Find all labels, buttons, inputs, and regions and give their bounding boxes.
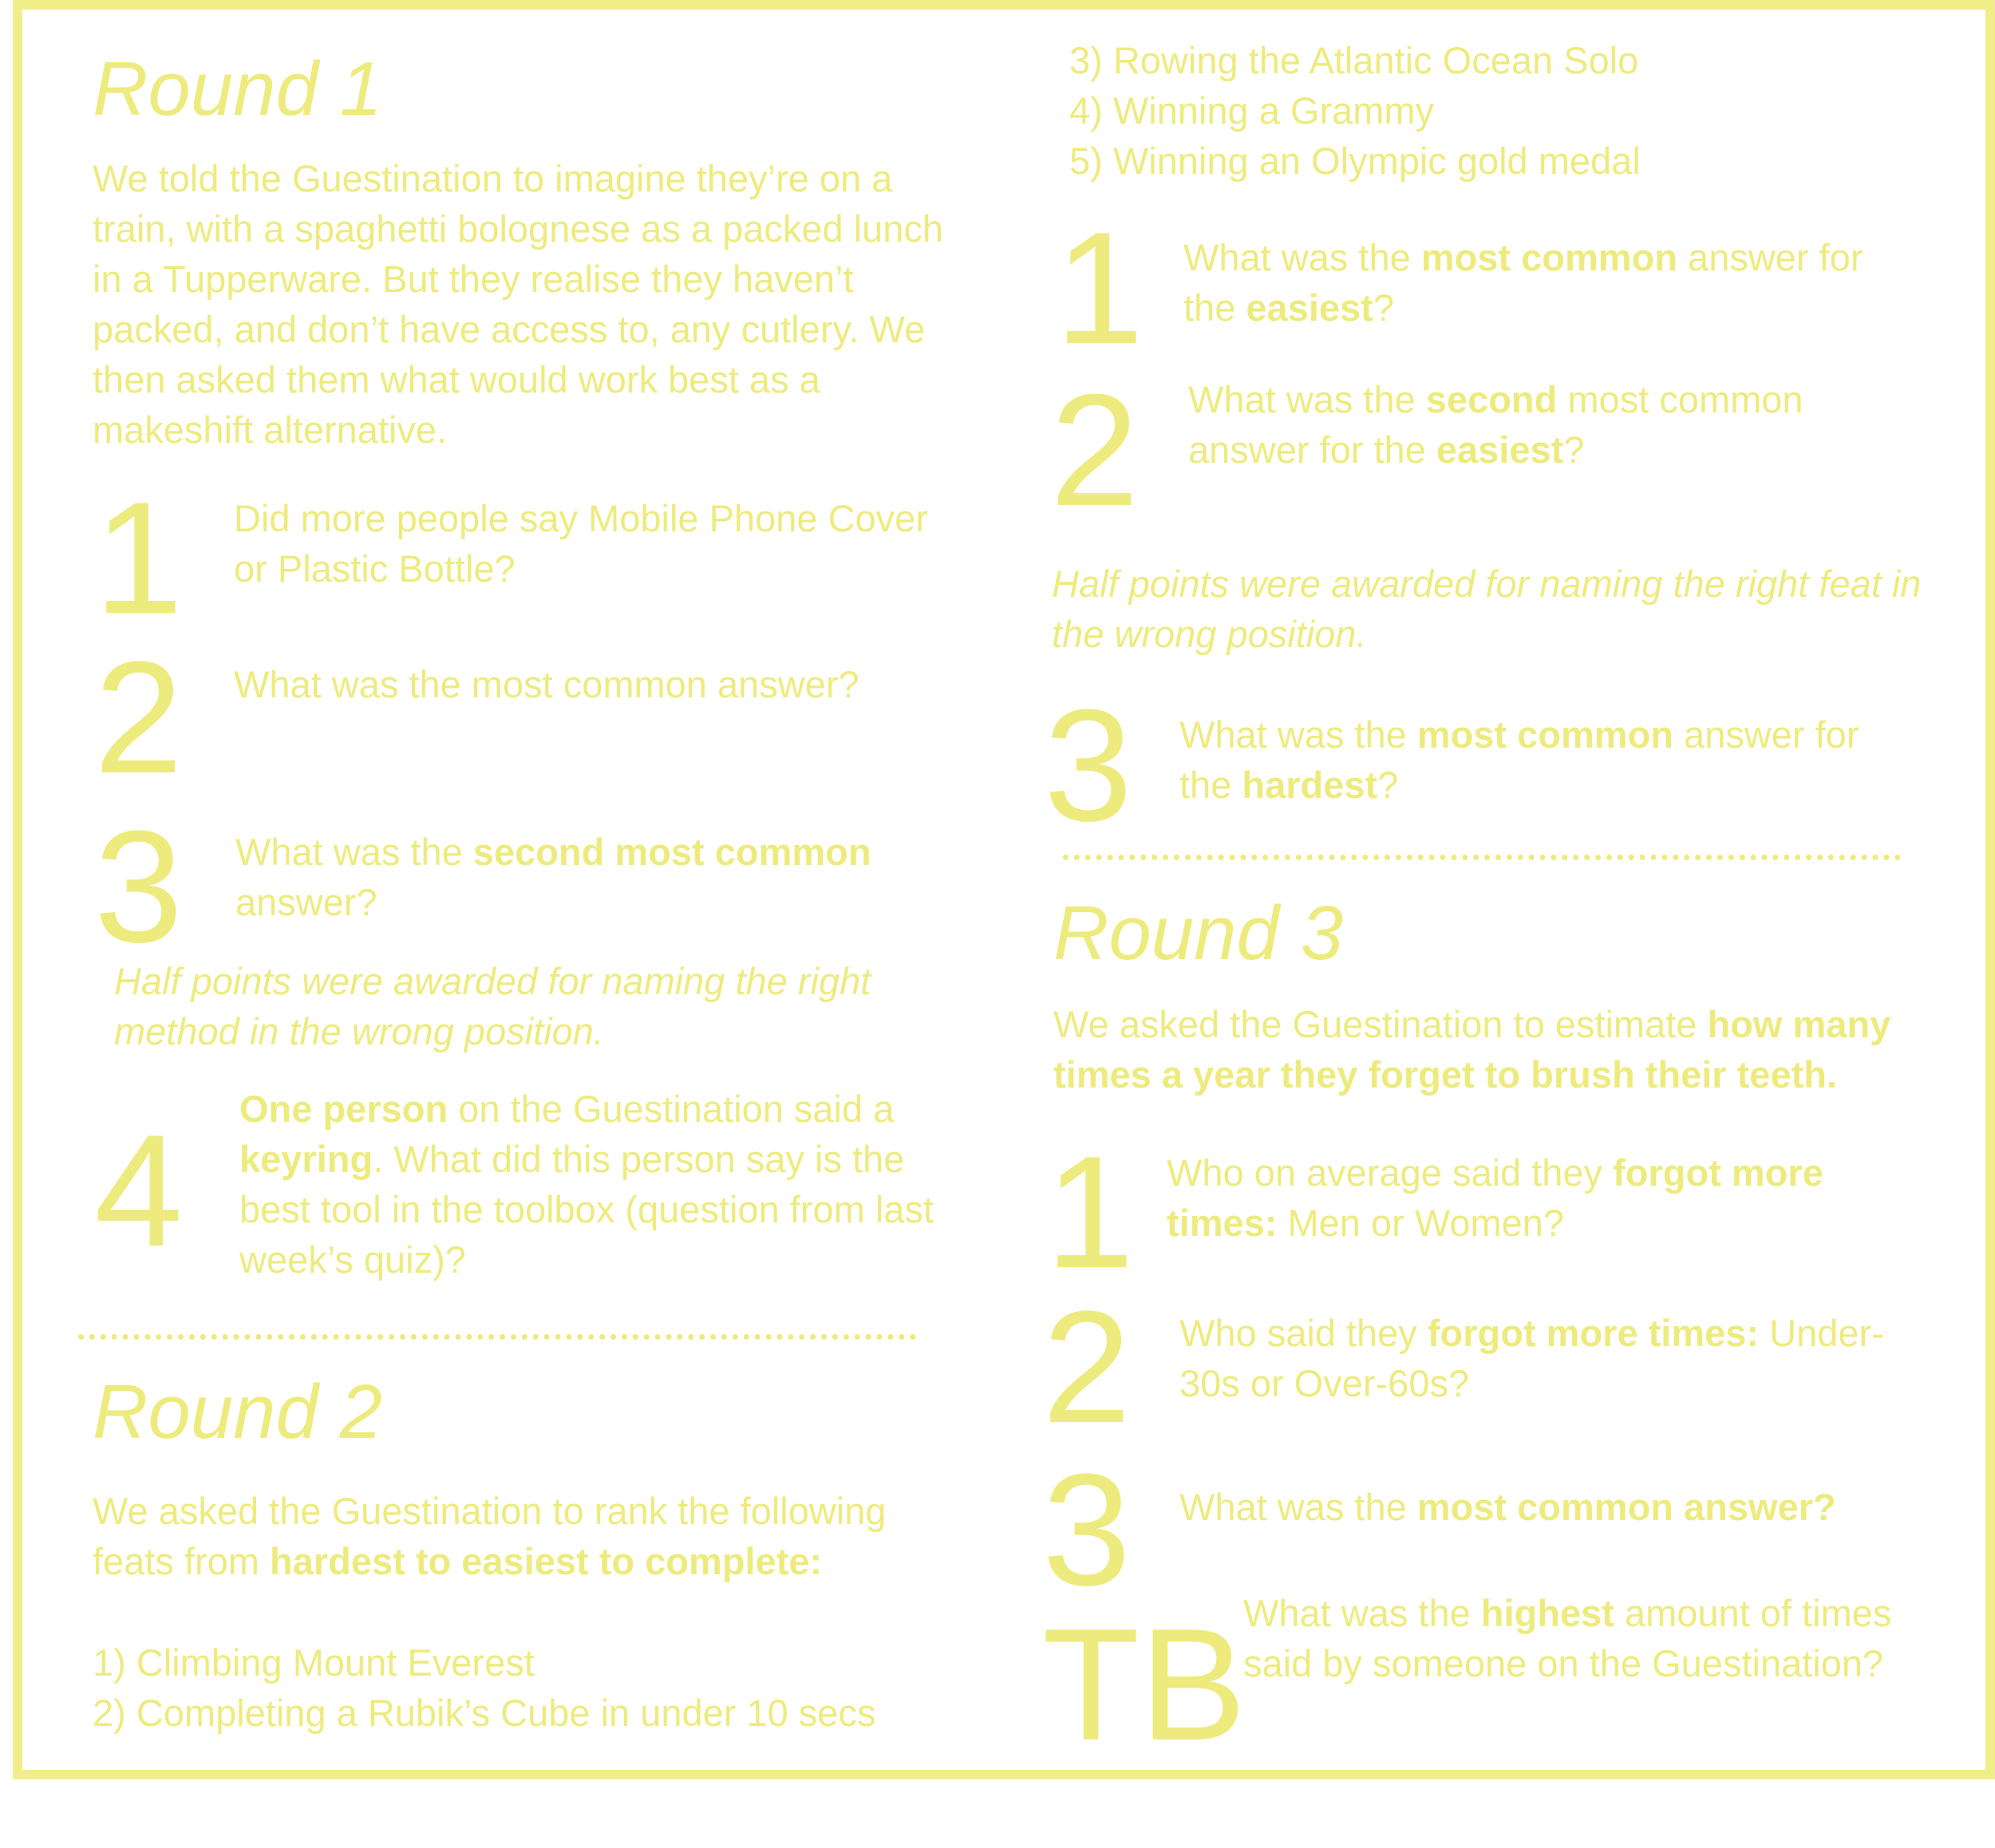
- r3-q1-number: 1: [1045, 1123, 1135, 1301]
- r3-q1-text: Who on average said they forgot more times: Men or Women?: [1167, 1151, 1823, 1244]
- r3-tiebreaker-number: TB: [1042, 1596, 1246, 1774]
- feat-item-4: 4) Winning a Grammy: [1069, 89, 1435, 132]
- r3-tiebreaker-text: What was the highest amount of times said by someone on the Guestination?: [1243, 1592, 1892, 1684]
- r2-q2-number: 2: [1050, 361, 1140, 539]
- r1-q1-number: 1: [94, 469, 184, 647]
- round-3-title: Round 3: [1053, 890, 1343, 976]
- round-1-note: Half points were awarded for naming the right method in the wrong position.: [114, 960, 871, 1052]
- round-1-title: Round 1: [93, 46, 382, 132]
- r1-q1-text: Did more people say Mobile Phone Cover or Plastic Bottle?: [234, 497, 928, 590]
- r1-q4-number: 4: [94, 1102, 184, 1280]
- feat-item-5: 5) Winning an Olympic gold medal: [1069, 140, 1641, 182]
- r2-q1-number: 1: [1055, 199, 1144, 377]
- r1-q3-number: 3: [94, 798, 184, 976]
- r1-q2-number: 2: [94, 629, 184, 807]
- r1-q3-text: What was the second most common answer?: [235, 831, 871, 923]
- feat-item-2: 2) Completing a Rubik’s Cube in under 10 secs: [93, 1692, 876, 1734]
- round-1-intro: We told the Guestination to imagine they’re on a train, with a spaghetti bolognese as a packed lunch in a Tupperware. But they realise they haven’t packed, and don’t have access to, any cutlery. We then asked them what would work best as a makeshift alternative.: [93, 157, 944, 451]
- round-2-intro: We asked the Guestination to rank the following feats from hardest to easiest to complete:: [93, 1490, 887, 1582]
- round-2-title: Round 2: [93, 1369, 382, 1455]
- r2-q3-text: What was the most common answer for the hardest?: [1179, 713, 1859, 806]
- r2-q2-text: What was the second most common answer for the easiest?: [1188, 378, 1803, 471]
- r1-q2-text: What was the most common answer?: [234, 663, 859, 705]
- r3-q2-text: Who said they forgot more times: Under-30s or Over-60s?: [1179, 1312, 1884, 1404]
- round-2-note: Half points were awarded for naming the right feat in the wrong position.: [1052, 563, 1922, 655]
- r3-q3-number: 3: [1042, 1441, 1132, 1619]
- divider-round-2-3: [1063, 855, 1901, 860]
- r3-q3-text: What was the most common answer?: [1179, 1486, 1836, 1528]
- feat-item-3: 3) Rowing the Atlantic Ocean Solo: [1069, 39, 1639, 81]
- r1-q4-text: One person on the Guestination said a keyring. What did this person say is the best tool in the toolbox (question from last week’s quiz)?: [239, 1088, 934, 1281]
- r2-q1-text: What was the most common answer for the easiest?: [1183, 236, 1863, 329]
- feat-item-1: 1) Climbing Mount Everest: [93, 1641, 535, 1684]
- r3-q2-number: 2: [1042, 1278, 1132, 1456]
- r2-q3-number: 3: [1044, 677, 1133, 855]
- divider-round-1-2: [78, 1334, 916, 1340]
- round-3-intro: We asked the Guestination to estimate how many times a year they forget to brush their teeth.: [1053, 1003, 1891, 1096]
